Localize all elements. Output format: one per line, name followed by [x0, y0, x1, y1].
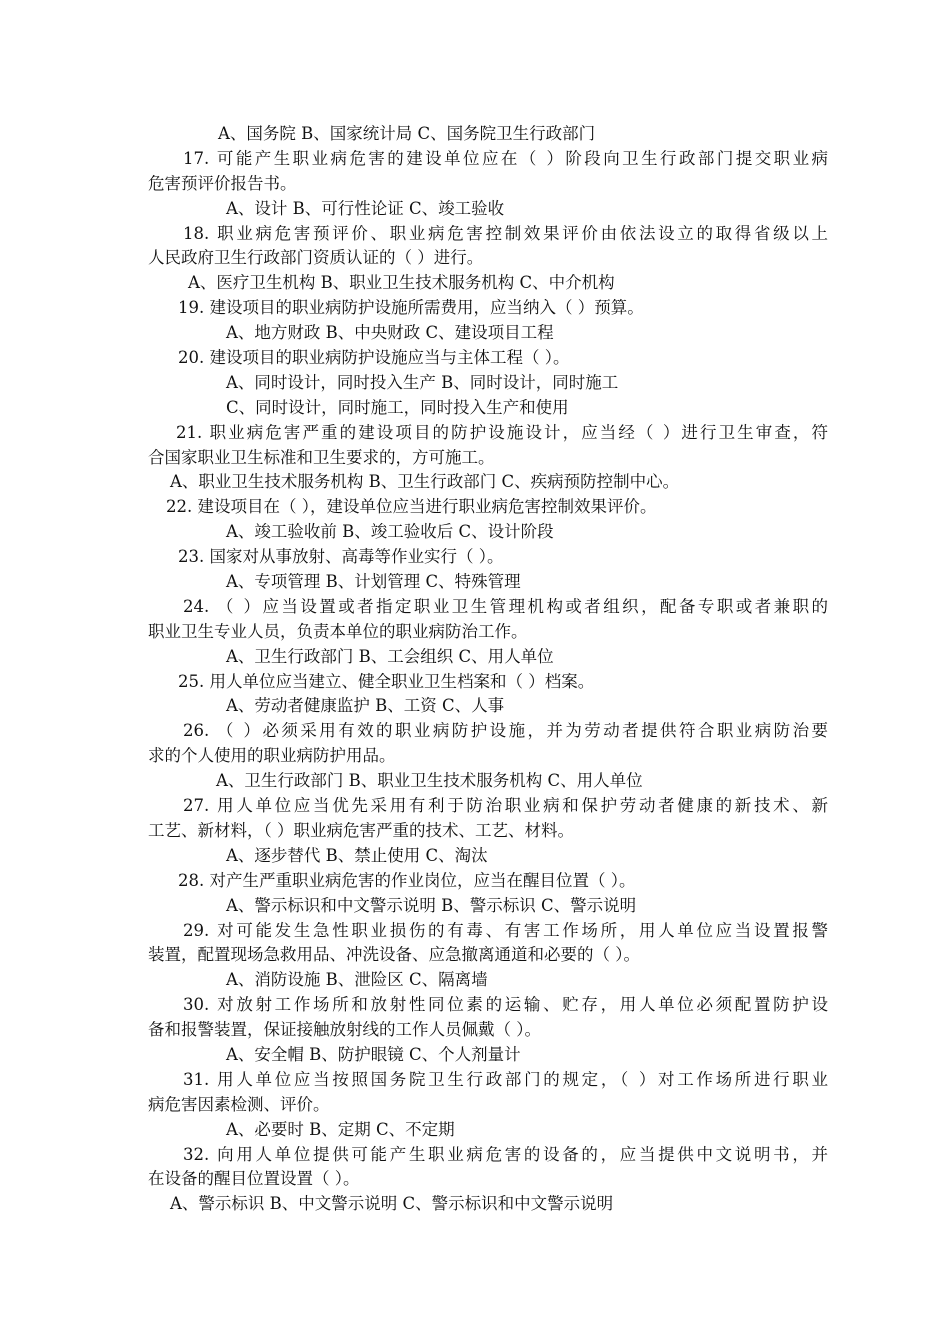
- text-line: A、地方财政 B、中央财政 C、建设项目工程: [226, 323, 554, 343]
- text-line: 29. 对可能发生急性职业损伤的有毒、有害工作场所，用人单位应当设置报警: [183, 920, 828, 940]
- text-line: 求的个人使用的职业病防护用品。: [148, 746, 396, 766]
- text-line: A、警示标识 B、中文警示说明 C、警示标识和中文警示说明: [170, 1194, 614, 1214]
- text-line: A、必要时 B、定期 C、不定期: [226, 1119, 455, 1139]
- text-line: A、卫生行政部门 B、工会组织 C、用人单位: [226, 646, 554, 666]
- text-line: 17. 可能产生职业病危害的建设单位应在（ ）阶段向卫生行政部门提交职业病: [183, 148, 828, 168]
- text-line: 装置，配置现场急救用品、冲洗设备、应急撤离通道和必要的（ ）。: [148, 945, 640, 965]
- text-line: 28. 对产生严重职业病危害的作业岗位，应当在醒目位置（ ）。: [178, 870, 636, 890]
- text-line: 22. 建设项目在（ ），建设单位应当进行职业病危害控制效果评价。: [166, 497, 657, 517]
- text-line: A、国务院 B、国家统计局 C、国务院卫生行政部门: [218, 124, 596, 143]
- text-line: 27. 用人单位应当优先采用有利于防治职业病和保护劳动者健康的新技术、新: [183, 796, 828, 816]
- text-line: 20. 建设项目的职业病防护设施应当与主体工程（ ）。: [178, 348, 570, 368]
- text-line: A、安全帽 B、防护眼镜 C、个人剂量计: [226, 1044, 521, 1064]
- text-line: A、卫生行政部门 B、职业卫生技术服务机构 C、用人单位: [216, 771, 643, 791]
- text-line: 31. 用人单位应当按照国务院卫生行政部门的规定，（ ）对工作场所进行职业: [183, 1069, 828, 1089]
- text-line: A、劳动者健康监护 B、工资 C、人事: [226, 696, 505, 716]
- text-line: 职业卫生专业人员，负责本单位的职业病防治工作。: [148, 621, 528, 641]
- text-line: A、警示标识和中文警示说明 B、警示标识 C、警示说明: [226, 895, 637, 915]
- text-line: A、逐步替代 B、禁止使用 C、淘汰: [226, 845, 488, 865]
- text-line: 24. （ ）应当设置或者指定职业卫生管理机构或者组织，配备专职或者兼职的: [183, 596, 828, 616]
- text-line: A、同时设计，同时投入生产 B、同时设计，同时施工: [226, 372, 619, 392]
- text-line: A、医疗卫生机构 B、职业卫生技术服务机构 C、中介机构: [188, 273, 615, 293]
- text-line: 32. 向用人单位提供可能产生职业病危害的设备的，应当提供中文说明书，并: [183, 1144, 828, 1164]
- text-line: A、消防设施 B、泄险区 C、隔离墙: [226, 970, 488, 990]
- text-line: A、专项管理 B、计划管理 C、特殊管理: [226, 572, 521, 592]
- text-line: 病危害因素检测、评价。: [148, 1094, 330, 1114]
- text-line: 25. 用人单位应当建立、健全职业卫生档案和（ ）档案。: [178, 671, 595, 691]
- text-line: A、竣工验收前 B、竣工验收后 C、设计阶段: [226, 522, 554, 542]
- text-line: C、同时设计，同时施工，同时投入生产和使用: [226, 397, 569, 417]
- text-line: 26. （ ）必须采用有效的职业病防护设施，并为劳动者提供符合职业病防治要: [183, 721, 828, 741]
- text-line: 合国家职业卫生标准和卫生要求的，方可施工。: [148, 447, 495, 467]
- text-line: 19. 建设项目的职业病防护设施所需费用，应当纳入（ ）预算。: [178, 298, 644, 318]
- text-line: 人民政府卫生行政部门资质认证的（ ）进行。: [148, 248, 484, 268]
- text-line: 18. 职业病危害预评价、职业病危害控制效果评价由依法设立的取得省级以上: [183, 223, 828, 243]
- text-line: 在设备的醒目位置设置（ ）。: [148, 1169, 360, 1189]
- text-line: 备和报警装置，保证接触放射线的工作人员佩戴（ ）。: [148, 1020, 541, 1040]
- text-line: 工艺、新材料，（ ）职业病危害严重的技术、工艺、材料。: [148, 820, 574, 840]
- text-line: 21. 职业病危害严重的建设项目的防护设施设计，应当经（ ）进行卫生审查，符: [176, 422, 828, 442]
- text-line: 30. 对放射工作场所和放射性同位素的运输、贮存，用人单位必须配置防护设: [183, 995, 828, 1015]
- text-line: 23. 国家对从事放射、高毒等作业实行（ ）。: [178, 547, 504, 567]
- document-body: [148, 122, 828, 1217]
- text-line: A、职业卫生技术服务机构 B、卫生行政部门 C、疾病预防控制中心。: [170, 472, 680, 492]
- text-line: 危害预评价报告书。: [148, 173, 297, 193]
- text-line: A、设计 B、可行性论证 C、竣工验收: [226, 198, 505, 218]
